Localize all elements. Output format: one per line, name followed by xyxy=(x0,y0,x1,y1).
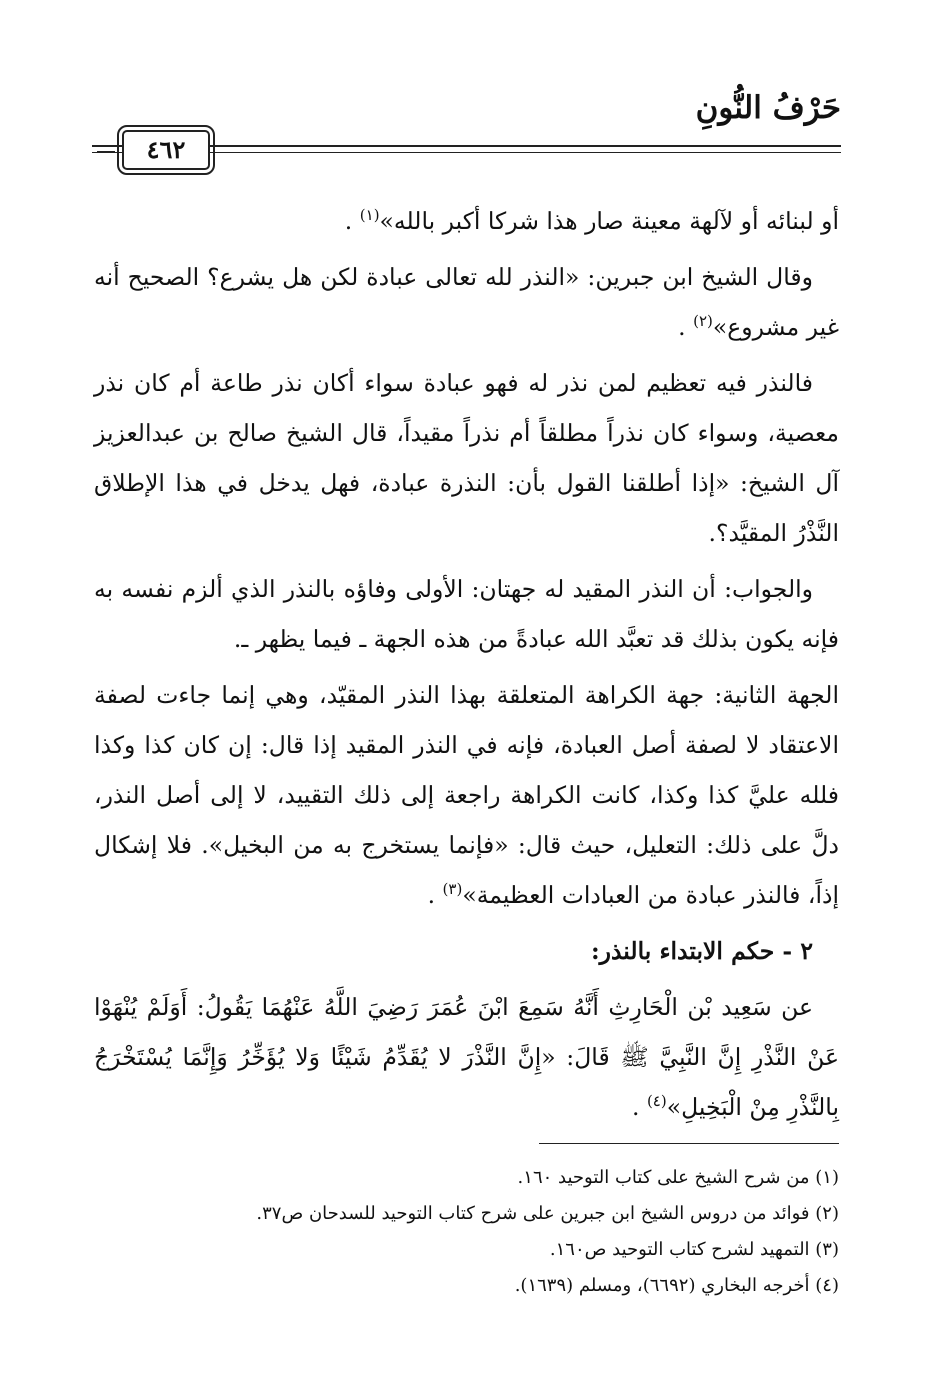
hadith-end: . xyxy=(631,1093,640,1121)
paragraph-1-end: . xyxy=(344,207,353,235)
paragraph-2-text: وقال الشيخ ابن جبرين: «النذر لله تعالى عبادة لكن هل يشرع؟ الصحيح أنه غير مشروع» xyxy=(94,263,839,341)
main-text xyxy=(94,196,839,1138)
footnote-1: (١) من شرح الشيخ على كتاب التوحيد ١٦٠. xyxy=(517,1167,839,1188)
header-double-bar xyxy=(97,137,115,161)
footnotes xyxy=(94,1160,839,1304)
paragraph-1 xyxy=(94,196,839,246)
paragraph-5-end: . xyxy=(427,881,436,909)
paragraph-4: والجواب: أن النذر المقيد له جهتان: الأولى وفاؤه بالنذر الذي ألزم نفسه به فإنه يكون بذلك قد تعبَّد الله عبادةً من هذه الجهة ـ فيما يظهر ـ. xyxy=(94,575,839,653)
page-header xyxy=(92,86,851,186)
page-number: ٤٦٢ xyxy=(122,130,210,170)
footnote-ref-1: (١) xyxy=(359,206,380,225)
paragraph-2-end: . xyxy=(678,313,686,341)
footnote-2: (٢) فوائد من دروس الشيخ ابن جبرين على شرح كتاب التوحيد للسدحان ص٣٧. xyxy=(256,1203,839,1224)
section-heading: ٢ - حكم الابتداء بالنذر: xyxy=(590,937,813,965)
paragraph-1-text: أو لبنائه أو لآلهة معينة صار هذا شركا أكبر بالله» xyxy=(379,207,839,235)
running-title: حَرْفُ النُّونِ xyxy=(695,90,841,126)
hadith-paragraph xyxy=(94,982,839,1132)
footnote-4: (٤) أخرجه البخاري (٦٦٩٢)، ومسلم (١٦٣٩). xyxy=(514,1275,839,1296)
footnote-ref-2: (٢) xyxy=(693,312,713,331)
footnote-ref-4: (٤) xyxy=(646,1092,667,1111)
paragraph-2 xyxy=(94,252,839,352)
footnote-3: (٣) التمهيد لشرح كتاب التوحيد ص١٦٠. xyxy=(549,1239,839,1260)
footnote-separator xyxy=(539,1143,839,1144)
paragraph-5-text: الجهة الثانية: جهة الكراهة المتعلقة بهذا النذر المقيّد، وهي إنما جاءت لصفة الاعتقاد لا لصفة أصل العبادة، فإنه في النذر المقيد إذا قال: إن كان كذا وكذا فلله عليَّ كذا وكذا، كانت الكراهة راجعة إلى ذلك التقييد، لا إلى أصل النذر، دلَّ على ذلك: التعليل، حيث قال: «فإنما يستخرج به من البخيل». فلا إشكال إذاً، فالنذر عبادة من العبادات العظيمة» xyxy=(94,681,839,909)
paragraph-5 xyxy=(94,670,839,920)
paragraph-3: فالنذر فيه تعظيم لمن نذر له فهو عبادة سواء أكان نذر طاعة أم كان نذر معصية، وسواء كان نذراً مطلقاً أم نذراً مقيداً، قال الشيخ صالح بن عبدالعزيز آل الشيخ: «إذا أطلقنا القول بأن: النذرة عبادة، فهل يدخل في هذا الإطلاق النَّذْرُ المقيَّد؟. xyxy=(94,369,839,547)
footnote-ref-3: (٣) xyxy=(442,880,463,899)
hadith-text: عن سَعِيد بْن الْحَارِثِ أَنَّهُ سَمِعَ ابْنَ عُمَرَ رَضِيَ اللَّهُ عَنْهُمَا يَقُولُ: أَوَلَمْ يُنْهَوْا عَنْ النَّذْرِ إِنَّ النَّبِيَّ ﷺ قَالَ: «إِنَّ النَّذْرَ لا يُقَدِّمُ شَيْئًا وَلا يُؤَخِّرُ وَإِنَّمَا يُسْتَخْرَجُ بِالنَّذْرِ مِنْ الْبَخِيلِ» xyxy=(94,993,839,1121)
